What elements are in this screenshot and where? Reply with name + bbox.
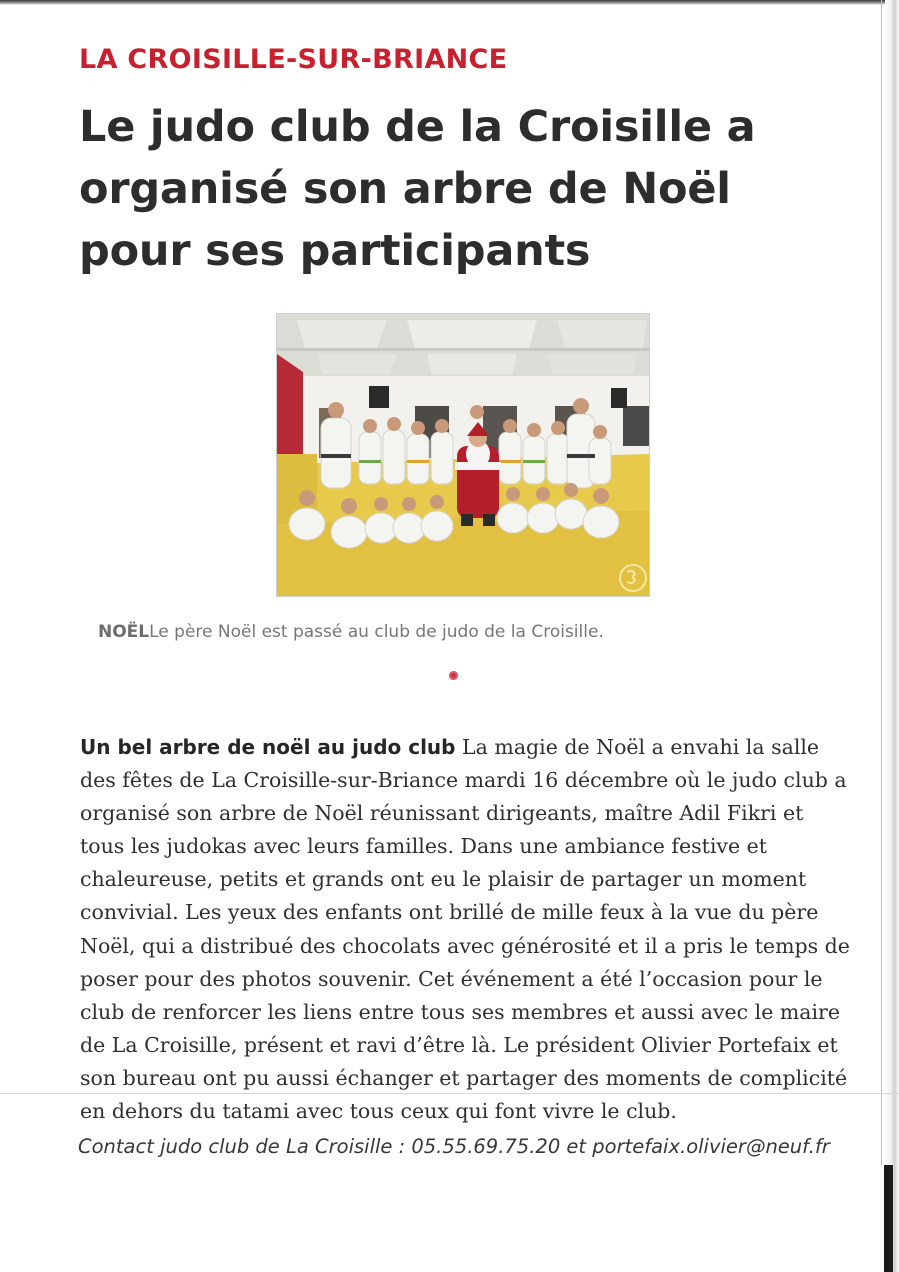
article-headline: Le judo club de la Croisille a organisé son arbre de Noël pour ses participants [79, 102, 756, 276]
photo-caption-label: NOËL [98, 622, 150, 642]
scan-edge-line [881, 0, 882, 1165]
scan-edge-right [885, 0, 899, 1272]
article-kicker: LA CROISILLE-SUR-BRIANCE [79, 44, 508, 75]
scan-edge-top [0, 0, 899, 5]
separator-bullet [449, 671, 458, 680]
photo-caption-text: Le père Noël est passé au club de judo de la Croisille. [149, 622, 604, 642]
article-lead: Un bel arbre de noël au judo club [80, 735, 456, 759]
article-contact: Contact judo club de La Croisille : 05.55.69.75.20 et portefaix.olivier@neuf.fr [78, 1135, 830, 1158]
article-photo [276, 313, 650, 597]
article-body [80, 731, 850, 1128]
scan-edge-shadow [884, 1165, 893, 1272]
photo-caption [98, 622, 604, 642]
group-photo-illustration [277, 314, 650, 597]
article-body-text: La magie de Noël a envahi la salle des fêtes de La Croisille-sur-Briance mardi 16 décembre où le judo club a organisé son arbre de Noël réunissant dirigeants, maître Adil Fikri et tous les judokas avec leurs familles. Dans une ambiance festive et chaleureuse, petits et grands ont eu le plaisir de partager un moment convivial. Les yeux des enfants ont brillé de mille feux à la vue du père Noël, qui a distribué des chocolats avec générosité et il a pris le temps de poser pour des photos souvenir. Cet événement a été l’occasion pour le club de renforcer les liens entre tous ses membres et aussi avec le maire de La Croisille, présent et ravi d’être là. Le président Olivier Portefaix et son bureau ont pu aussi échanger et partager des moments de complicité en dehors du tatami avec tous ceux qui font vivre le club. [80, 735, 850, 1124]
